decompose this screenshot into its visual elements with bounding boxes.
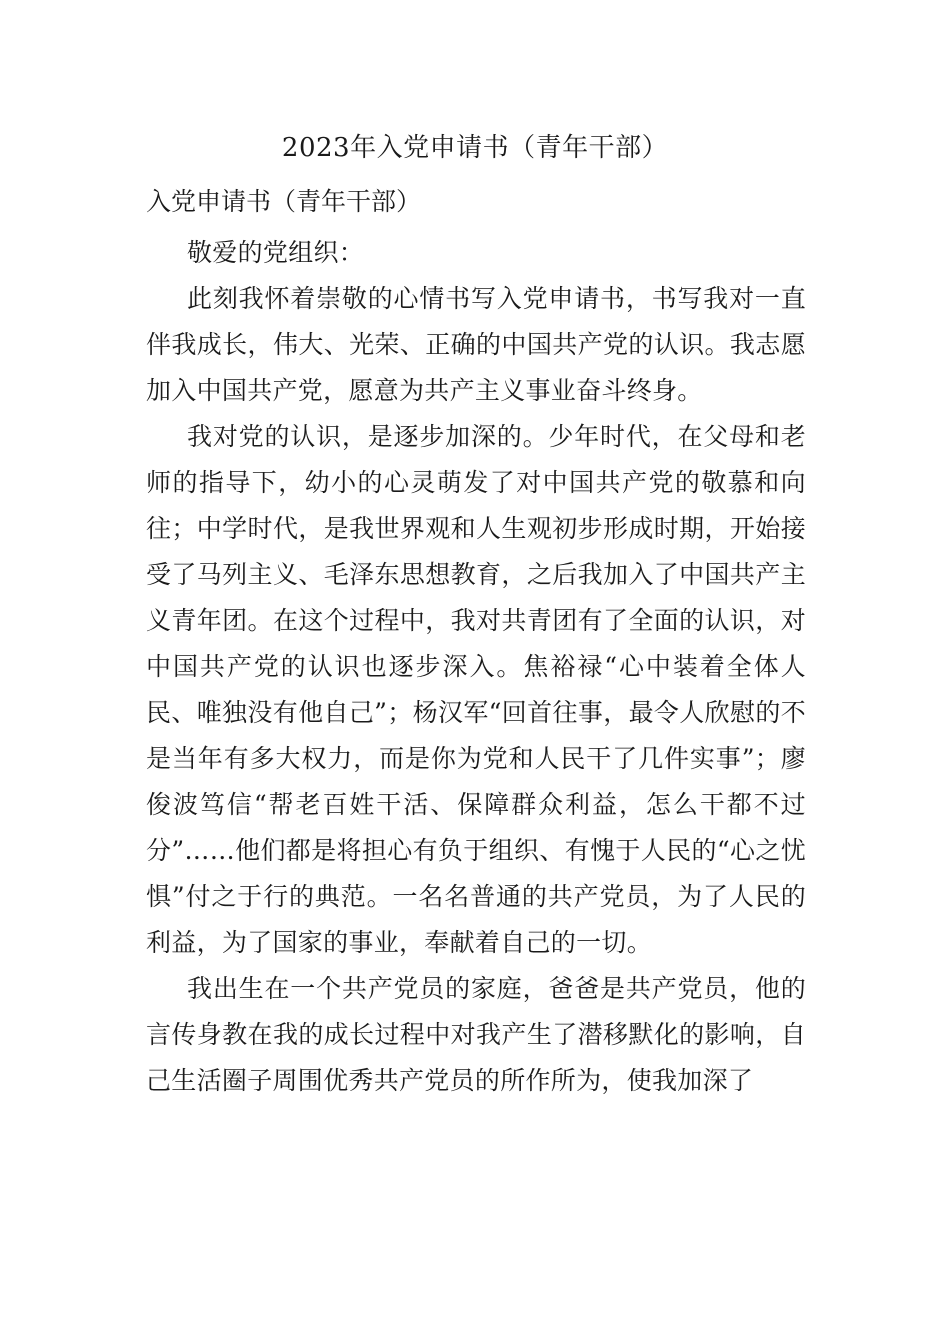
paragraph: 此刻我怀着崇敬的心情书写入党申请书，书写我对一直伴我成长，伟大、光荣、正确的中国共产党的认识。我志愿加入中国共产党，愿意为共产主义事业奋斗终身。 [146, 284, 806, 405]
paragraph: 我对党的认识，是逐步加深的。少年时代，在父母和老师的指导下，幼小的心灵萌发了对中国共产党的敬慕和向往；中学时代，是我世界观和人生观初步形成时期，开始接受了马列主义、毛泽东思想教育，之后我加入了中国共产主义青年团。在这个过程中，我对共青团有了全面的认识，对中国共产党的认识也逐步深入。焦裕禄“心中装着全体人民、唯独没有他自己”；杨汉军“回首往事，最令人欣慰的不是当年有多大权力，而是你为党和人民干了几件实事”；廖俊波笃信“帮老百姓干活、保障群众利益，怎么干都不过分”……他们都是将担心有负于组织、有愧于人民的“心之忧惧”付之于行的典范。一名名普通的共产党员，为了人民的利益，为了国家的事业，奉献着自己的一切。 [146, 422, 806, 957]
document-title: 2023年入党申请书（青年干部） [281, 133, 669, 163]
salutation: 敬爱的党组织： [187, 238, 365, 267]
document-subtitle: 入党申请书（青年干部） [146, 187, 422, 216]
document-body [146, 230, 806, 1104]
paragraph: 我出生在一个共产党员的家庭，爸爸是共产党员，他的言传身教在我的成长过程中对我产生了潜移默化的影响，自己生活圈子周围优秀共产党员的所作所为，使我加深了 [146, 974, 806, 1095]
